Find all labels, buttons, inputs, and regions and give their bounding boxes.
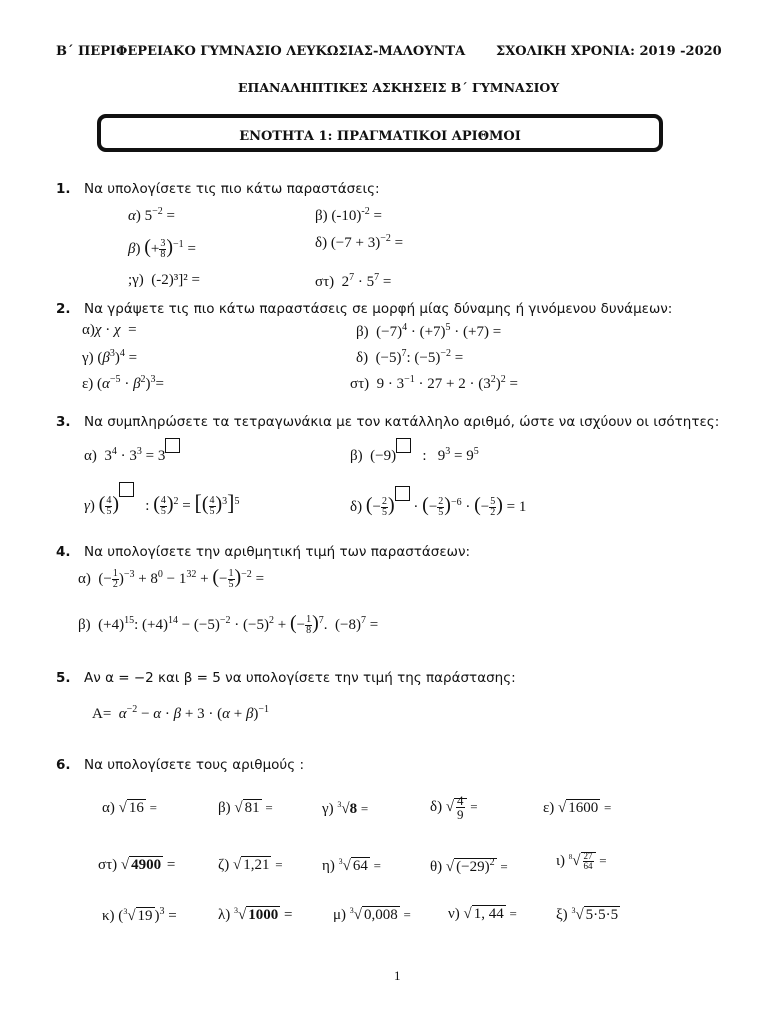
page-number: 1	[394, 968, 401, 983]
question-5-text: Αν α = −2 και β = 5 να υπολογίσετε την τιμή της παράστασης:	[84, 670, 516, 686]
question-6-number: 6.	[56, 757, 71, 773]
q2-item-c: γ) $(\beta^3)^4$ =	[82, 348, 138, 366]
question-1-number: 1.	[56, 181, 71, 197]
question-1-text: Να υπολογίσετε τις πιο κάτω παραστάσεις:	[84, 181, 380, 197]
q6-item-a: α) √ 16 =	[102, 800, 157, 816]
q6-item-m: μ) $^3$√ 0,008 =	[333, 906, 411, 923]
q6-item-d: δ) √ $\frac{4}{9}$ =	[430, 793, 478, 822]
question-2-text: Να γράψετε τις πιο κάτω παραστάσεις σε μορφή μίας δύναμης ή γινόμενου δυνάμεων:	[84, 301, 673, 317]
q6-item-n: ν) √ 1, 44 =	[448, 906, 517, 922]
q6-item-k: κ) ($^3$√ 19 )$^3$ =	[102, 906, 177, 924]
question-3-text: Να συμπληρώσετε τα τετραγωνάκια με τον κατάλληλο αριθμό, ώστε να ισχύουν οι ισότητες:	[84, 414, 720, 430]
q3-item-d: δ) (− $\frac{2}{5}$ ) · (− $\frac{2}{5}$ )$^{-6}$ · (− $\frac{5}{2}$ ) = 1	[350, 494, 526, 518]
question-3-number: 3.	[56, 414, 71, 430]
q3-item-c: γ) ( $\frac{4}{5}$ ) : ( $\frac{4}{5}$ )$^2$ = [( $\frac{4}{5}$ )$^3$]$^5$	[84, 490, 240, 517]
school-year: ΣΧΟΛΙΚΗ ΧΡΟΝΙΑ: 2019 -2020	[496, 44, 722, 59]
q2-item-st: στ) $9 \cdot 3^{-1} \cdot 27 + 2 \cdot (3^2)^2$ =	[350, 374, 518, 392]
q6-item-h: η) $^3$√ 64 =	[322, 857, 381, 874]
answer-box[interactable]	[119, 482, 134, 497]
q1-item-b2: β) (+ $\frac{3}{8}$ )$^{-1}$ =	[128, 236, 196, 261]
question-2-number: 2.	[56, 301, 71, 317]
q6-item-x: ξ) $^3$√ 5·5·5	[556, 906, 619, 923]
q2-item-b: β) $(-7)^4 \cdot (+7)^5 \cdot (+7)$ =	[356, 322, 502, 340]
q6-item-e: ε) √ 1600 =	[543, 800, 612, 816]
unit-title-box	[97, 114, 663, 152]
answer-box[interactable]	[396, 438, 411, 453]
q3-item-a: α) $3^4 \cdot 3^3 = 3$	[84, 446, 180, 465]
q1-item-d: δ) $(-7 + 3)^{-2}$ =	[315, 233, 404, 251]
q1-item-b: β) $(-10)^{-2}$ =	[315, 206, 382, 224]
q1-item-st: στ) $2^7 \cdot 5^7$ =	[315, 272, 392, 290]
q6-item-th: θ) √ $(-29)^2$ =	[430, 857, 508, 875]
answer-box[interactable]	[395, 486, 410, 501]
q6-item-st: στ) √ 4900 =	[98, 857, 176, 873]
question-6-text: Να υπολογίσετε τους αριθμούς :	[84, 757, 304, 773]
worksheet-subtitle: ΕΠΑΝΑΛΗΠΤΙΚΕΣ ΑΣΚΗΣΕΙΣ Β΄ ΓΥΜΝΑΣΙΟΥ	[238, 80, 560, 95]
q1-item-a: α) $5^{-2}$ =	[128, 206, 175, 224]
question-5-number: 5.	[56, 670, 71, 686]
q5-expression: $A= \alpha^{-2} - \alpha \cdot \beta + 3 \cdot (\alpha + \beta)^{-1}$	[92, 704, 270, 722]
q6-item-i: ι) $^8$√ $\frac{27}{64}$ =	[556, 851, 607, 871]
q6-item-b: β) √ 81 =	[218, 800, 273, 816]
question-4-number: 4.	[56, 544, 71, 560]
school-name: Β΄ ΠΕΡΙΦΕΡΕΙΑΚΟ ΓΥΜΝΑΣΙΟ ΛΕΥΚΩΣΙΑΣ-ΜΑΛΟΥΝΤΑ	[56, 44, 466, 59]
q6-item-z: ζ) √ 1,21 =	[218, 857, 283, 873]
q4-item-b: β) $(+4)^{15}$: $(+4)^{14} - (-5)^{-2} \cdot (-5)^2$ + (− $\frac{1}{8}$ )$^7$. $(-8)^7$ =	[78, 612, 379, 637]
q2-item-d: δ) $(-5)^7$: $(-5)^{-2}$ =	[356, 348, 464, 366]
question-4-text: Να υπολογίσετε την αριθμητική τιμή των παραστάσεων:	[84, 544, 471, 560]
q2-item-e: ε) $(\alpha^{-5} \cdot \beta^2)^3=$	[82, 374, 165, 392]
q4-item-a: α) (− $\frac{1}{2}$ )$^{-3} + 8^0 - 1^{32}$ + (− $\frac{1}{5}$ )$^{-2}$ =	[78, 566, 265, 591]
q6-item-l: λ) $^3$√ 1000 =	[218, 906, 293, 923]
answer-box[interactable]	[165, 438, 180, 453]
unit-title: ΕΝΟΤΗΤΑ 1: ΠΡΑΓΜΑΤΙΚΟΙ ΑΡΙΘΜΟΙ	[239, 129, 521, 144]
q6-item-c: γ) $^3$√8 =	[322, 800, 369, 817]
q3-item-b: β) (−9) : $9^3 = 9^5$	[350, 446, 479, 465]
q1-item-c: ;γ) (-2)³]² =	[128, 272, 200, 288]
q2-item-a: α)χ · χ =	[82, 322, 137, 338]
